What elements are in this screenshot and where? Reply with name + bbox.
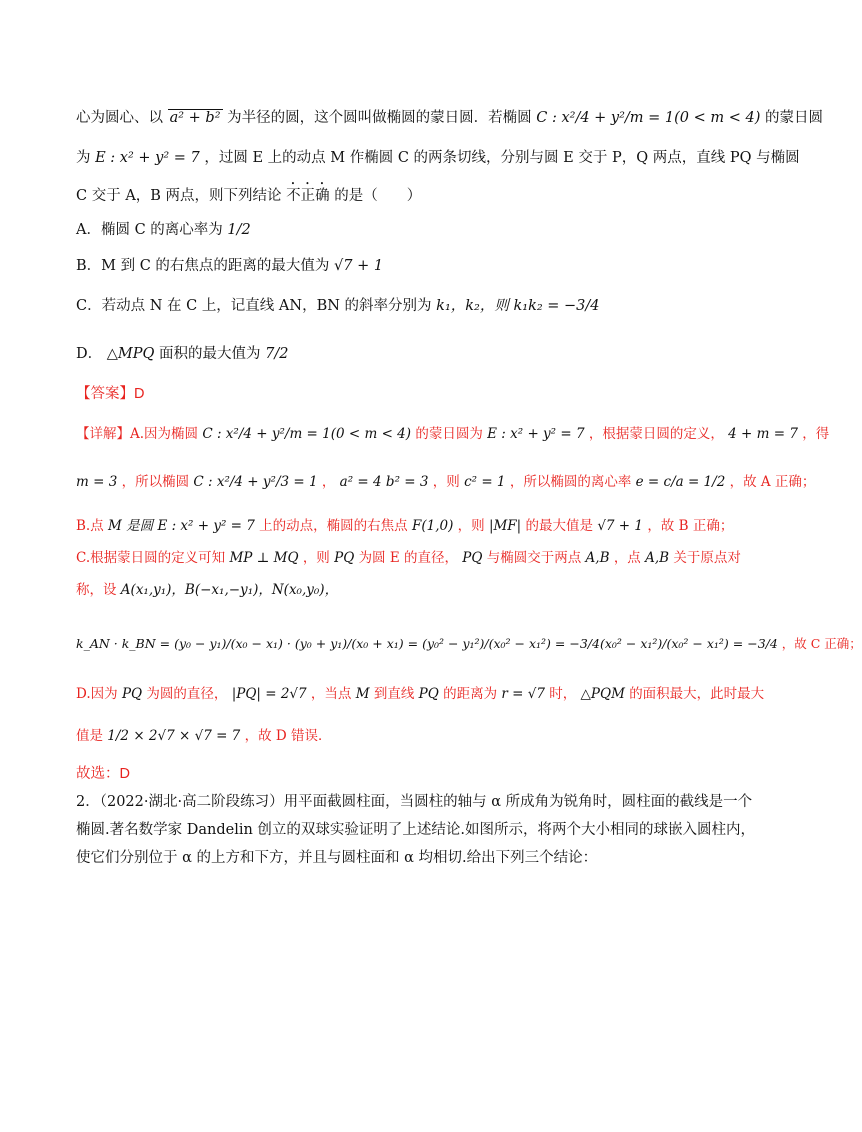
text: ，故 D 错误． <box>244 728 332 744</box>
text: 时， <box>549 686 577 702</box>
text: ，故 A 正确； <box>729 474 816 490</box>
sqrt-expr: a² + b² <box>169 110 221 126</box>
text: ，得 <box>802 426 830 442</box>
distance-expr: |MF| <box>488 518 522 534</box>
ellipse-formula: C : x²/4 + y²/m = 1(0 < m < 4) <box>202 426 412 442</box>
text: ，当点 <box>310 686 352 702</box>
length-expr: |PQ| = 2√7 <box>231 686 307 702</box>
text: 上的动点，椭圆的右焦点 <box>259 518 408 534</box>
text: ，故 C 正确； <box>781 636 862 651</box>
text: 椭圆.著名数学家 Dandelin 创立的双球实验证明了上述结论.如图所示，将两个大小相同的球嵌入圆柱内， <box>76 822 756 838</box>
option-label: D． <box>76 346 103 362</box>
slope-product-formula: k_AN · k_BN = (y₀ − y₁)/(x₀ − x₁) · (y₀ + y₁)/(x₀ + x₁) = (y₀² − y₁²)/(x₀² − x₁²) = −3/4(x₀² − x₁²)/(x₀² − x₁²) = −3/4 <box>76 636 778 651</box>
detail-line5 <box>76 580 726 600</box>
ellipse-formula: C : x²/4 + y²/3 = 1 <box>193 474 318 490</box>
choose-label: 故选：D <box>76 766 130 782</box>
equation: c² = 1 <box>464 474 506 490</box>
equation: m = 3 <box>76 474 118 490</box>
segment: PQ <box>462 550 483 566</box>
option-value: 7/2 <box>265 346 289 362</box>
equation: 4 + m = 7 <box>728 426 798 442</box>
circle-formula: E : x² + y² = 7 <box>95 150 200 166</box>
option-label: C．若动点 N 在 C 上，记直线 AN，BN 的斜率分别为 <box>76 298 432 314</box>
text: ，则 <box>432 474 460 490</box>
radius-expr: r = √7 <box>501 686 545 702</box>
eccentricity-formula: e = c/a = 1/2 <box>635 474 726 490</box>
triangle-symbol: △PQM <box>580 686 625 702</box>
text: D.因为 <box>76 686 118 702</box>
detail-line6 <box>76 634 862 654</box>
detail-line8 <box>76 726 726 746</box>
text: ， <box>321 474 336 490</box>
points: A(x₁,y₁)，B(−x₁,−y₁)，N(x₀,y₀)， <box>120 582 339 598</box>
problem1-line2 <box>76 148 800 168</box>
problem2-line3 <box>76 848 726 868</box>
equation: a² = 4 <box>339 474 382 490</box>
problem2-line1 <box>76 792 753 812</box>
segment: PQ <box>418 686 439 702</box>
segment: PQ <box>121 686 143 702</box>
text: 的是（ ） <box>334 188 422 204</box>
text: 为半径的圆，这个圆叫做椭圆的蒙日圆．若椭圆 <box>227 110 532 126</box>
emphasis-text: 不正确 <box>286 188 330 204</box>
triangle-symbol: △MPQ <box>106 346 155 362</box>
text: A.因为椭圆 <box>130 426 199 442</box>
perp-expr: MP ⊥ MQ <box>229 550 299 566</box>
option-b <box>76 256 726 276</box>
segment: PQ <box>334 550 355 566</box>
detail-line4 <box>76 548 741 568</box>
text: ，根据蒙日圆的定义， <box>588 426 724 442</box>
text: 与椭圆交于两点 <box>486 550 582 566</box>
detail-line3 <box>76 516 734 536</box>
problem2-line2 <box>76 820 756 840</box>
option-value: 1/2 <box>227 222 251 238</box>
text: 的最大值是 <box>525 518 594 534</box>
text: 称，设 <box>76 582 117 598</box>
text: 的蒙日圆 <box>765 110 824 126</box>
text: 2．（2022·湖北·高二阶段练习）用平面截圆柱面，当圆柱的轴与 α 所成角为锐角时，圆柱面的截线是一个 <box>76 794 753 810</box>
detail-line1 <box>76 424 830 444</box>
text: C 交于 A，B 两点，则下列结论 <box>76 188 282 204</box>
text: ，则 <box>302 550 330 566</box>
option-label: A．椭圆 C 的离心率为 <box>76 222 223 238</box>
text: M 是圆 <box>108 518 154 534</box>
option-a <box>76 220 726 240</box>
text: 到直线 <box>373 686 415 702</box>
text: 的面积最大，此时最大 <box>629 686 765 702</box>
points: A,B <box>585 550 610 566</box>
text: B.点 <box>76 518 104 534</box>
focus-point: F(1,0) <box>411 518 454 534</box>
option-label: B．M 到 C 的右焦点的距离的最大值为 <box>76 258 330 274</box>
text: ，点 <box>613 550 641 566</box>
text: 的距离为 <box>443 686 498 702</box>
text: ，过圆 E 上的动点 M 作椭圆 C 的两条切线，分别与圆 E 交于 P，Q 两点，直线 PQ 与椭圆 <box>204 150 800 166</box>
text: 关于原点对 <box>673 550 741 566</box>
points: A,B <box>645 550 670 566</box>
text: 值是 <box>76 728 103 744</box>
circle-formula: E : x² + y² = 7 <box>487 426 585 442</box>
option-value: √7 + 1 <box>334 258 384 274</box>
text: C.根据蒙日圆的定义可知 <box>76 550 226 566</box>
text: 面积的最大值为 <box>159 346 261 362</box>
circle-formula: E : x² + y² = 7 <box>157 518 255 534</box>
problem1-line3 <box>76 180 726 206</box>
choose-line <box>76 764 726 784</box>
text: ，所以椭圆 <box>121 474 190 490</box>
problem1-line1 <box>76 108 824 128</box>
detail-line2 <box>76 472 816 492</box>
equation: b² = 3 <box>385 474 429 490</box>
text: 使它们分别位于 α 的上方和下方，并且与圆柱面和 α 均相切.给出下列三个结论： <box>76 850 598 866</box>
text: 为 <box>76 150 91 166</box>
text: 心为圆心、以 <box>76 110 163 126</box>
text: ，故 B 正确； <box>647 518 734 534</box>
option-c <box>76 296 726 316</box>
text: 为圆 E 的直径， <box>358 550 458 566</box>
option-mid: k₁，k₂，则 <box>436 298 509 314</box>
detail-line7: D.因为 PQ 为圆的直径， |PQ| = 2√7 ，当点 M 到直线 PQ 的距离为 r = √7 时， △PQM 的面积最大，此时最大 <box>76 686 765 702</box>
option-value: k₁k₂ = −3/4 <box>513 298 600 314</box>
text: 的蒙日圆为 <box>415 426 483 442</box>
text: ，则 <box>457 518 485 534</box>
answer-label: 【答案】D <box>76 386 145 402</box>
answer-line <box>76 384 726 404</box>
text: 为圆的直径， <box>146 686 228 702</box>
detail-label: 【详解】 <box>76 426 130 442</box>
text: ，所以椭圆的离心率 <box>509 474 632 490</box>
value: √7 + 1 <box>597 518 644 534</box>
option-d <box>76 344 726 364</box>
ellipse-formula: C : x²/4 + y²/m = 1(0 < m < 4) <box>536 110 761 126</box>
area-formula: 1/2 × 2√7 × √7 = 7 <box>107 728 241 744</box>
